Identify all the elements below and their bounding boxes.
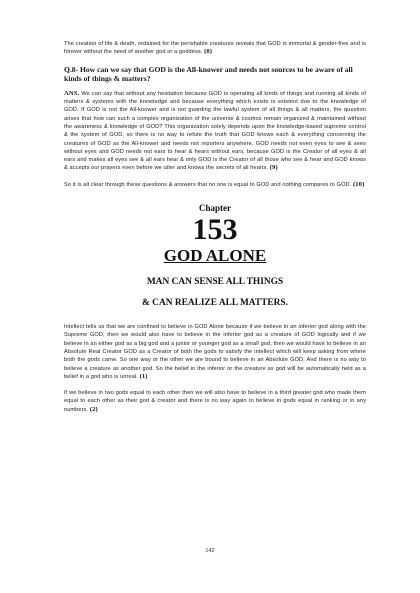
answer-paragraph (64, 90, 366, 173)
paragraph-conclusion-text: So it is all clear through these questions & answers that no one is equal to GOD and nothing compares to GOD. (64, 181, 352, 188)
footnote-ref-8: (8) (204, 48, 213, 56)
chapter-subtitle-2: & CAN REALIZE ALL MATTERS. (142, 298, 288, 309)
footnote-ref-9: (9) (269, 164, 278, 172)
page-content (64, 40, 366, 422)
question-8-heading: Q.8- How can we say that GOD is the All-knower and needs not sources to be aware of all kinds of things & matters? (64, 64, 353, 84)
answer-label: ANS. (64, 89, 80, 97)
chapter-label: Chapter (199, 203, 231, 214)
chapter-title: GOD ALONE (163, 246, 267, 266)
paragraph-immortal-text: The creation of life & death, ordained for the perishable creatures reveals that GOD is immortal & gender-free and is forever without the need of another god or a goddess. (64, 41, 366, 56)
paragraph-two-gods (64, 389, 366, 414)
paragraph-conclusion (64, 181, 366, 189)
chapter-heading (64, 203, 366, 309)
paragraph-two-gods-text: If we believe in two gods equal to each other then we will also have to believe in a third greater god who made them equal to each other as their god & creator and there is no way again to believe in gods equal in ranking or in any numbers. (64, 390, 366, 413)
paragraph-immortal (64, 40, 366, 57)
paragraph-intellect (64, 323, 366, 381)
chapter-subtitle-1: MAN CAN SENSE ALL THINGS (146, 277, 284, 288)
page-number: 142 (205, 548, 215, 554)
answer-text: We can say that without any hesitation because GOD is operating all kinds of things and running all kinds of matters & systems with the knowledge and because everything which exists is existent due to the knowledge of GOD. If GOD is not the All-knower and is not guarding the lawful system of all things & all matters, the question arises that how can such a complex organization of the universe & cosmos remain organized & maintained without the awareness & knowledge of GOD? This organization solely depends upon the knowledge-based supreme control & the system of GOD, so there is no way to refute the truth that GOD knows each & everything concerning the creatures of GOD as the All-knower and needs not reporters anywhere. GOD needs not even eyes to see & sees without eyes and GOD needs not ears to hear & hears without ears, because GOD is the Creator of all eyes & all ears and makes all eyes see & all ears hear & only GOD is the Creator of all those who see & hear and GOD knows & accepts our prayers even before we utter and knows the secrets of all hearts. (64, 90, 366, 172)
footnote-ref-1: (1) (139, 372, 148, 380)
chapter-number: 153 (192, 213, 238, 247)
footnote-ref-10: (10) (352, 180, 365, 188)
footnote-ref-2: (2) (89, 405, 98, 413)
paragraph-intellect-text: Intellect tells us that we are confined to believe in GOD Alone because if we believe in an inferior god along with the Supreme GOD, then we would also have to believe in the inferior god as a creature of GOD logically and if we believe in an either god as a big god and a junior or younger god as a small god, then we would have to believe in an Absolute Real Creator GOD as a Creator of both the gods to satisfy the intellect which will keep asking from where both the gods came. So one way or the other we are bound to believe in an Absolute GOD. And there is no way to believe a creature as another god. So the belief in the inferior or the creature as god will be automatically held as a belief in a god who is unreal. (64, 324, 366, 380)
